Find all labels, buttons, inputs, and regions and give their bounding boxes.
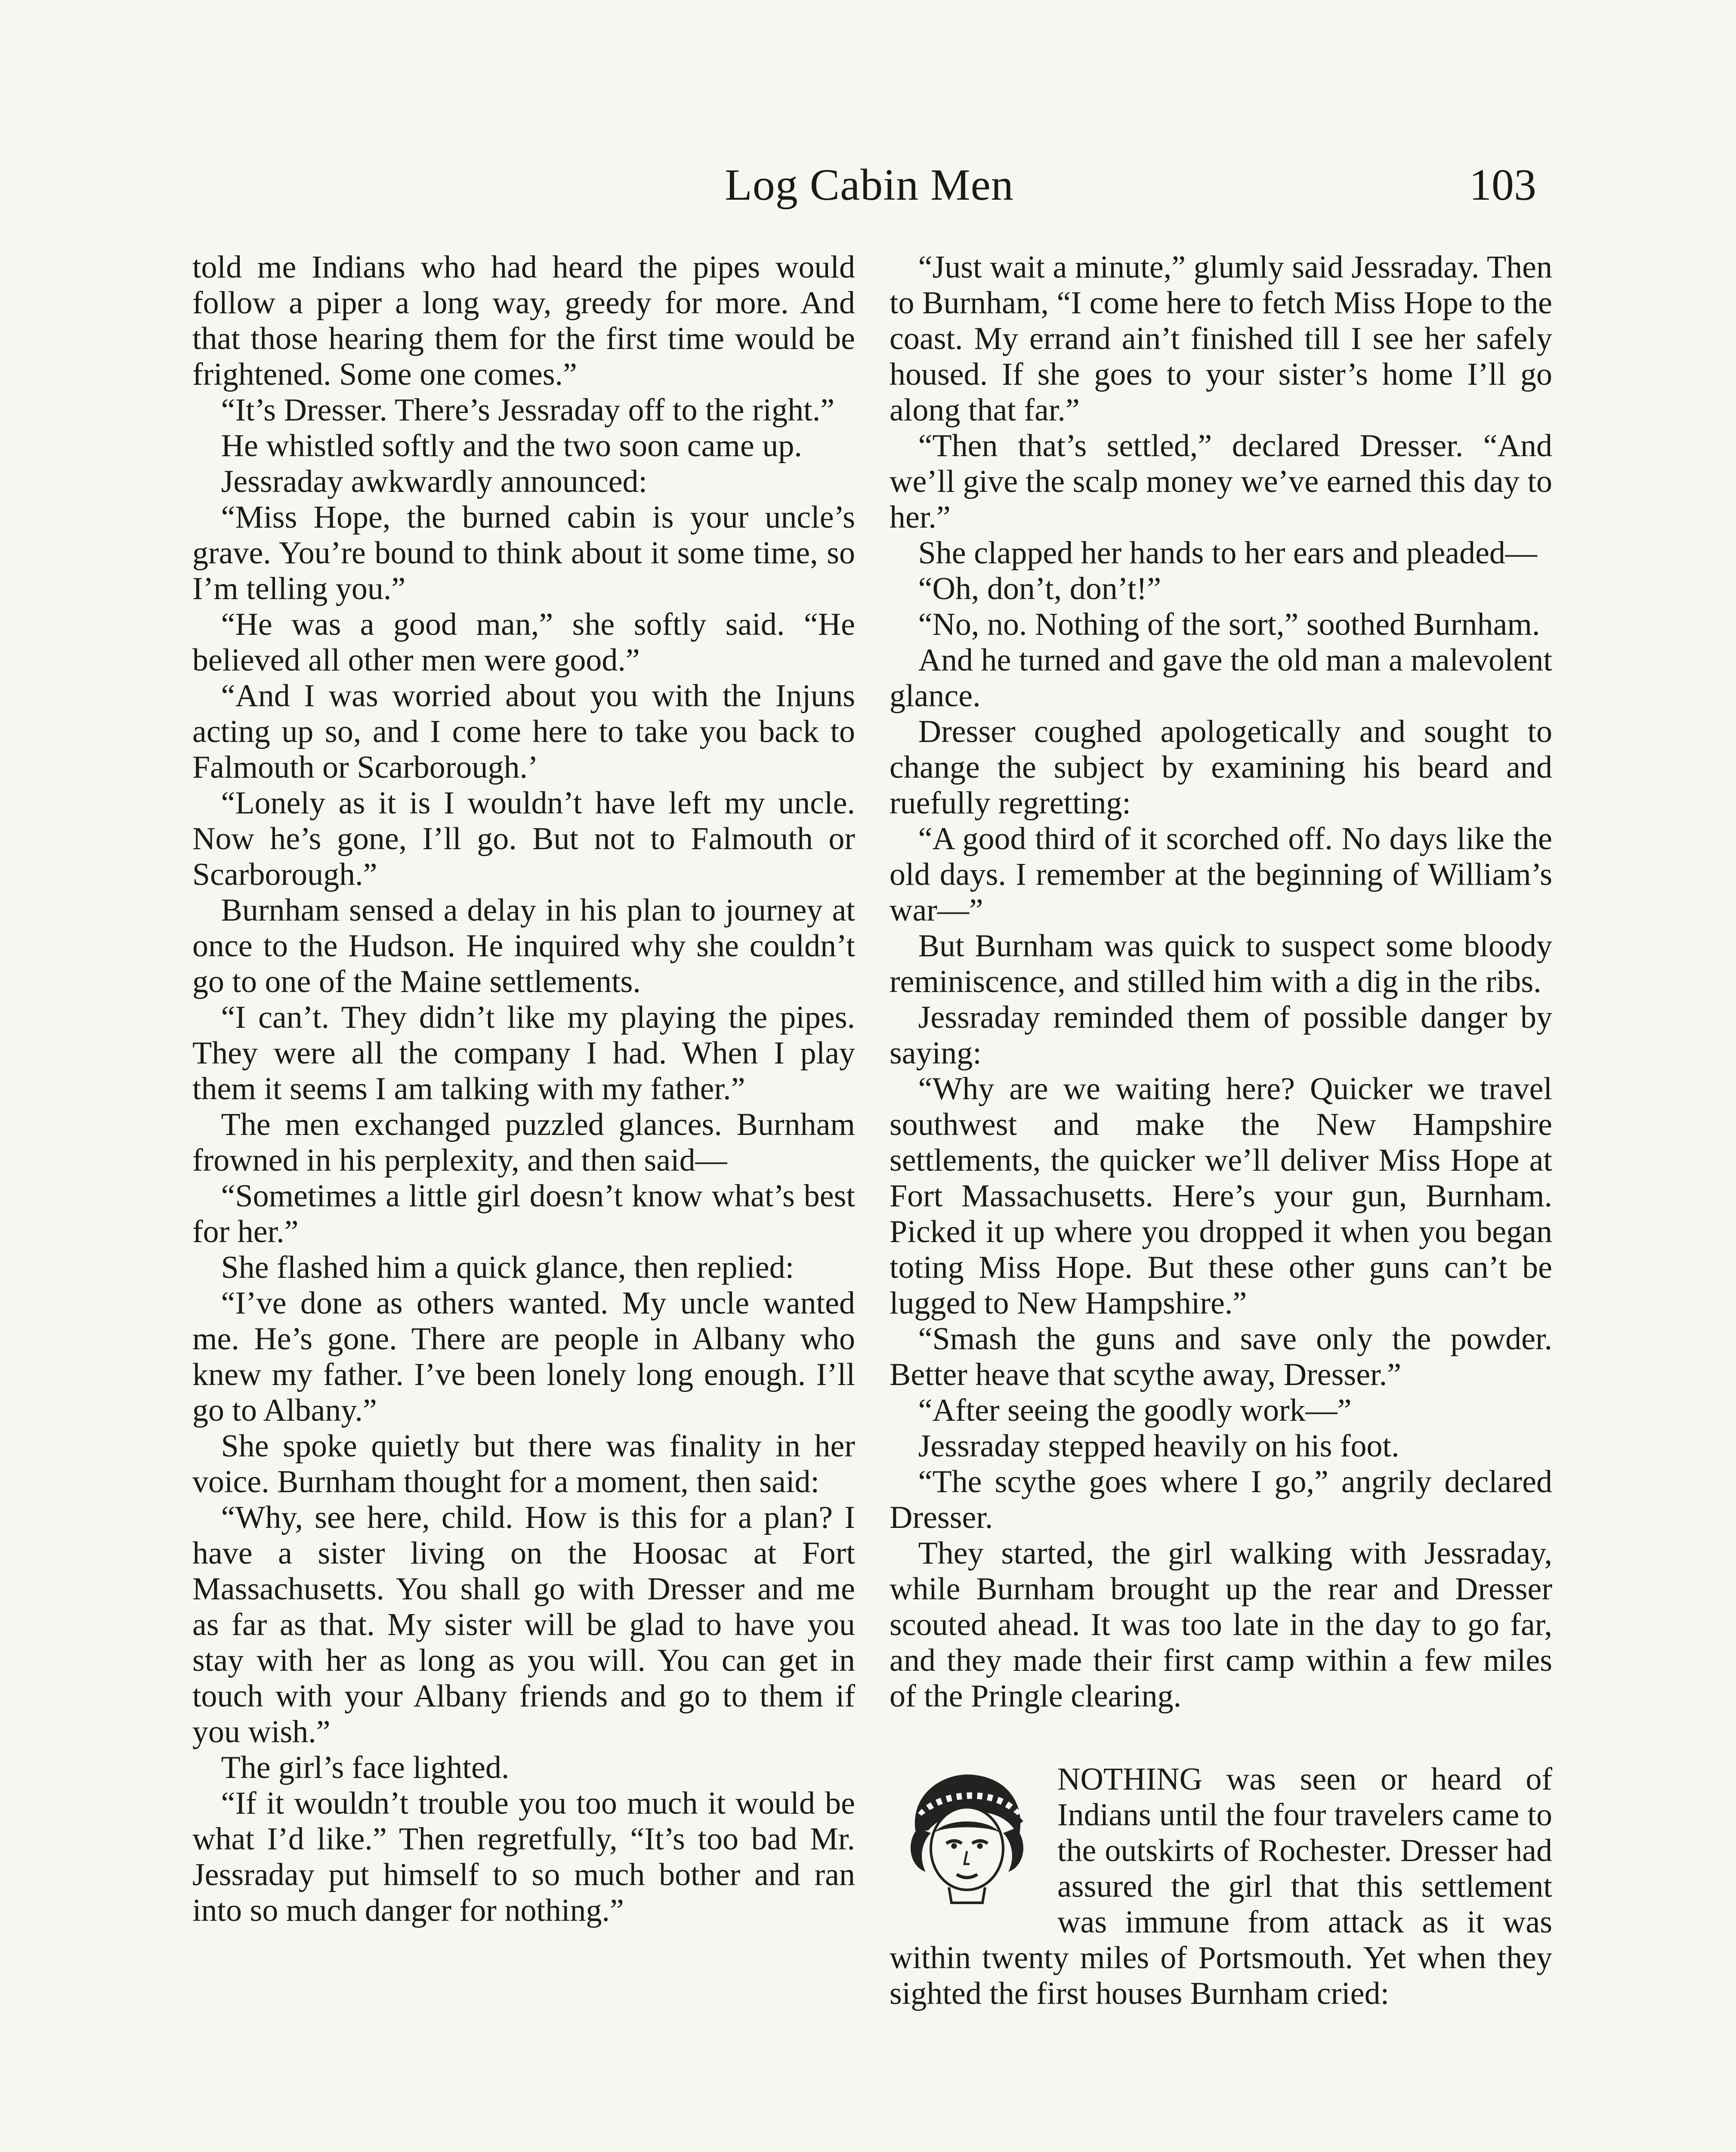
right-paragraph: “Smash the guns and save only the powder. Better heave that scythe away, Dresser.” bbox=[890, 1321, 1552, 1392]
left-paragraph: “I can’t. They didn’t like my playing the pipes. They were all the company I had. When I play them it seems I am talking with my father.” bbox=[192, 1000, 855, 1107]
page-number: 103 bbox=[1469, 160, 1536, 210]
left-paragraph: He whistled softly and the two soon came up. bbox=[221, 428, 802, 464]
right-paragraph: “No, no. Nothing of the sort,” soothed Burnham. bbox=[918, 607, 1540, 642]
right-paragraph: “A good third of it scorched off. No days like the old days. I remember at the beginning of William’s war—” bbox=[890, 821, 1552, 928]
left-paragraph: “Miss Hope, the burned cabin is your uncle’s grave. You’re bound to think about it some time, so I’m telling you.” bbox=[192, 500, 855, 606]
left-paragraph: She flashed him a quick glance, then replied: bbox=[221, 1250, 794, 1285]
right-paragraph: “Oh, don’t, don’t!” bbox=[918, 571, 1161, 606]
right-paragraph: Dresser coughed apologetically and sought to change the subject by examining his beard and ruefully regretting: bbox=[890, 714, 1552, 821]
right-paragraph: “The scythe goes where I go,” angrily declared Dresser. bbox=[890, 1464, 1552, 1535]
running-title: Log Cabin Men bbox=[725, 160, 1014, 210]
right-paragraph: And he turned and gave the old man a malevolent glance. bbox=[890, 643, 1552, 714]
right-paragraph: But Burnham was quick to suspect some bloody reminiscence, and stilled him with a dig in the ribs. bbox=[890, 928, 1552, 999]
left-paragraph: “I’ve done as others wanted. My uncle wanted me. He’s gone. There are people in Albany who knew my father. I’ve been lonely long enough. I’ll go to Albany.” bbox=[192, 1286, 855, 1428]
left-text-column bbox=[192, 250, 855, 1929]
right-paragraph: “Just wait a minute,” glumly said Jessraday. Then to Burnham, “I come here to fetch Miss Hope to the coast. My errand ain’t finished till I see her safely housed. If she goes to your sister’s home I’ll go along that far.” bbox=[890, 250, 1552, 428]
left-paragraph: “If it wouldn’t trouble you too much it would be what I’d like.” Then regretfully, “It’s too bad Mr. Jessraday put himself to so much bother and ran into so much danger for nothing.” bbox=[192, 1786, 855, 1928]
left-paragraph: Burnham sensed a delay in his plan to journey at once to the Hudson. He inquired why she couldn’t go to one of the Maine settlements. bbox=[192, 893, 855, 999]
right-paragraph: Jessraday stepped heavily on his foot. bbox=[918, 1428, 1399, 1464]
section-break-text: NOTHING was seen or heard of Indians until the four travelers came to the outskirts of Rochester. Dresser had assured the girl that this settlement was immune from attack as it was within twenty miles of Portsmouth. Yet when they sighted the first houses Burnham cried: bbox=[890, 1762, 1552, 2011]
left-paragraph: “He was a good man,” she softly said. “He believed all other men were good.” bbox=[192, 607, 855, 678]
right-paragraph: Jessraday reminded them of possible danger by saying: bbox=[890, 1000, 1552, 1071]
right-paragraph: “Then that’s settled,” declared Dresser. “And we’ll give the scalp money we’ve earned this day to her.” bbox=[890, 428, 1552, 535]
left-paragraph: “Sometimes a little girl doesn’t know what’s best for her.” bbox=[192, 1178, 855, 1249]
left-paragraph: told me Indians who had heard the pipes would follow a piper a long way, greedy for more. And that those hearing them for the first time would be frightened. Some one comes.” bbox=[192, 250, 855, 392]
left-paragraph: Jessraday awkwardly announced: bbox=[221, 464, 648, 499]
right-paragraph: “After seeing the goodly work—” bbox=[918, 1393, 1352, 1428]
left-paragraph: “Why, see here, child. How is this for a plan? I have a sister living on the Hoosac at Fort Massachusetts. You shall go with Dresser and me as far as that. My sister will be glad to have you stay with her as long as you will. You can get in touch with your Albany friends and go to them if you wish.” bbox=[192, 1500, 855, 1750]
left-paragraph: “And I was worried about you with the Injuns acting up so, and I come here to take you back to Falmouth or Scarborough.’ bbox=[192, 678, 855, 785]
right-paragraph: She clapped her hands to her ears and pleaded— bbox=[918, 535, 1537, 571]
left-paragraph: The girl’s face lighted. bbox=[221, 1750, 510, 1785]
section-break-paragraph bbox=[890, 1762, 1552, 2012]
left-paragraph: She spoke quietly but there was finality in her voice. Burnham thought for a moment, then said: bbox=[192, 1428, 855, 1500]
girl-portrait-icon bbox=[890, 1763, 1044, 1905]
left-paragraph: The men exchanged puzzled glances. Burnham frowned in his perplexity, and then said— bbox=[192, 1107, 855, 1178]
right-paragraph: “Why are we waiting here? Quicker we travel southwest and make the New Hampshire settlements, the quicker we’ll deliver Miss Hope at Fort Massachusetts. Here’s your gun, Burnham. Picked it up where you dropped it when you began toting Miss Hope. But these other guns can’t be lugged to New Hampshire.” bbox=[890, 1071, 1552, 1321]
section-break-gap bbox=[890, 1714, 1552, 1762]
right-text-column bbox=[890, 250, 1552, 2012]
left-paragraph: “It’s Dresser. There’s Jessraday off to the right.” bbox=[221, 393, 835, 428]
right-paragraph: They started, the girl walking with Jessraday, while Burnham brought up the rear and Dresser scouted ahead. It was too late in the day to go far, and they made their first camp within a few miles of the Pringle clearing. bbox=[890, 1536, 1552, 1714]
page-header bbox=[189, 159, 1549, 220]
right-column-paragraphs bbox=[890, 250, 1552, 1714]
left-paragraph: “Lonely as it is I wouldn’t have left my uncle. Now he’s gone, I’ll go. But not to Falmouth or Scarborough.” bbox=[192, 785, 855, 892]
